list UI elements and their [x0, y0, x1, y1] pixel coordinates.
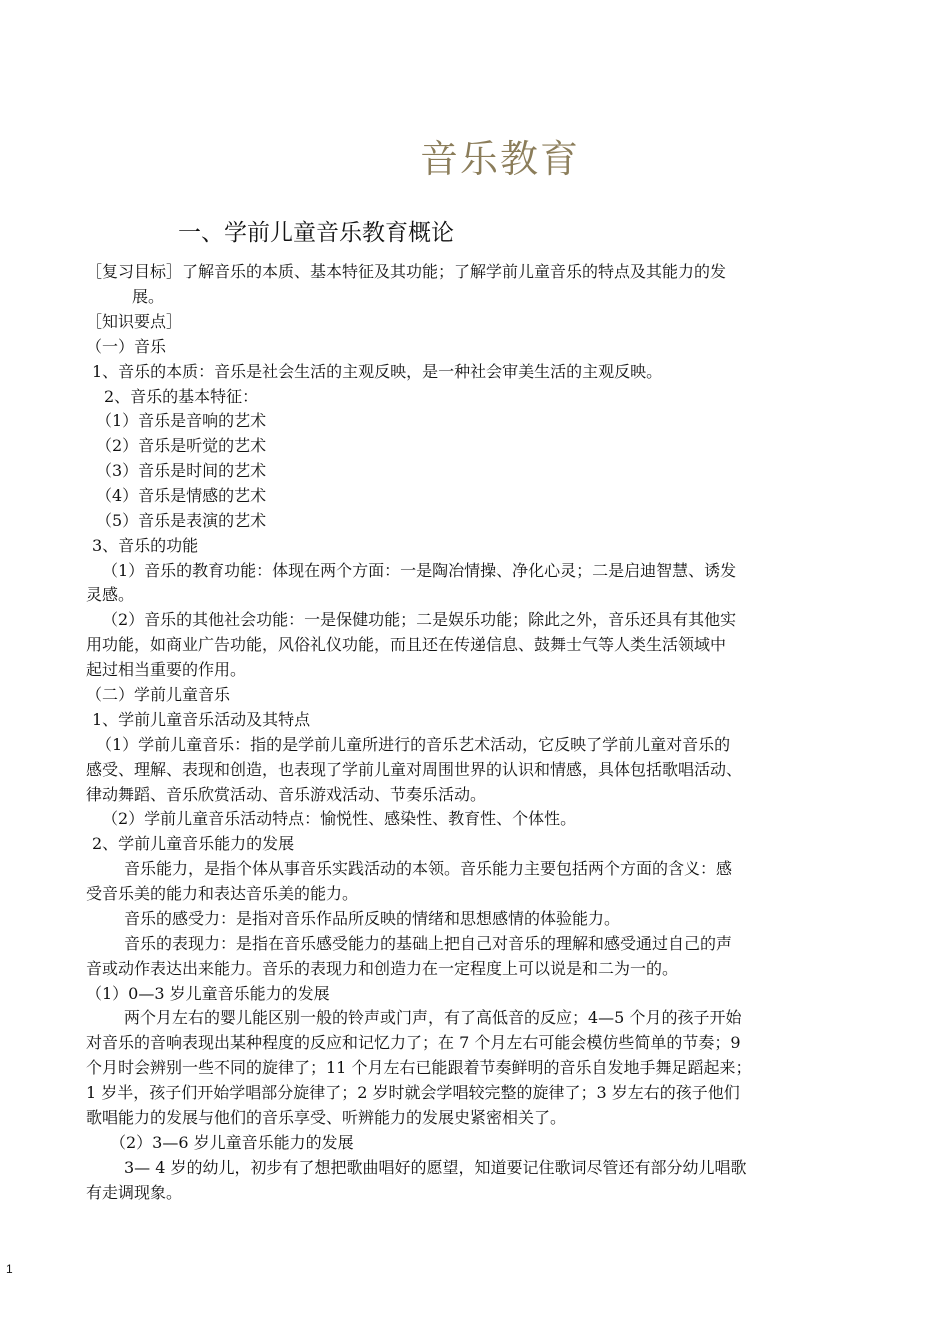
- text-line: 个月时会辨别一些不同的旋律了；11 个月左右已能跟着节奏鲜明的音乐自发地手舞足蹈起来；: [86, 1058, 752, 1077]
- text-line: 灵感。: [86, 585, 135, 604]
- text-line: 音乐能力，是指个体从事音乐实践活动的本领。音乐能力主要包括两个方面的含义：感: [124, 859, 733, 878]
- text-line: 对音乐的音响表现出某种程度的反应和记忆力了；在 7 个月左右可能会模仿些简单的节奏；9: [86, 1033, 741, 1052]
- text-line: 2、学前儿童音乐能力的发展: [92, 834, 295, 853]
- text-line: （5）音乐是表演的艺术: [96, 511, 267, 530]
- text-line: 律动舞蹈、音乐欣赏活动、音乐游戏活动、节奏乐活动。: [86, 785, 487, 804]
- text-line: （2）音乐是听觉的艺术: [96, 436, 267, 455]
- text-line: 2、音乐的基本特征：: [104, 387, 259, 406]
- text-line: 展。: [132, 287, 165, 306]
- text-line: 感受、理解、表现和创造，也表现了学前儿童对周围世界的认识和情感，具体包括歌唱活动、: [86, 760, 743, 779]
- text-line: 音或动作表达出来能力。音乐的表现力和创造力在一定程度上可以说是和二为一的。: [86, 959, 679, 978]
- text-line: 3、音乐的功能: [92, 536, 199, 555]
- text-line: 音乐的感受力：是指对音乐作品所反映的情绪和思想感情的体验能力。: [124, 909, 621, 928]
- text-line: 1 岁半，孩子们开始学唱部分旋律了；2 岁时就会学唱较完整的旋律了；3 岁左右的孩子他们: [86, 1083, 740, 1102]
- text-line: 有走调现象。: [86, 1183, 183, 1202]
- text-line: （1）0—3 岁儿童音乐能力的发展: [86, 984, 330, 1003]
- section-heading: 一、学前儿童音乐教育概论: [178, 220, 454, 246]
- text-line: 音乐的表现力：是指在音乐感受能力的基础上把自己对音乐的理解和感受通过自己的声: [124, 934, 733, 953]
- text-line: 歌唱能力的发展与他们的音乐享受、听辨能力的发展史紧密相关了。: [86, 1108, 567, 1127]
- text-line: 两个月左右的婴儿能区别一般的铃声或门声，有了高低音的反应；4—5 个月的孩子开始: [124, 1008, 742, 1027]
- text-line: 起过相当重要的作用。: [86, 660, 247, 679]
- text-line: 1、音乐的本质：音乐是社会生活的主观反映，是一种社会审美生活的主观反映。: [92, 362, 663, 381]
- text-line: ［复习目标］了解音乐的本质、基本特征及其功能；了解学前儿童音乐的特点及其能力的发: [86, 262, 727, 281]
- text-line: （3）音乐是时间的艺术: [96, 461, 267, 480]
- text-line: （一）音乐: [86, 337, 167, 356]
- page-number: 1: [6, 1262, 13, 1276]
- text-line: 1、学前儿童音乐活动及其特点: [92, 710, 311, 729]
- text-line: 受音乐美的能力和表达音乐美的能力。: [86, 884, 359, 903]
- document-title: 音乐教育: [419, 137, 580, 181]
- text-line: 3— 4 岁的幼儿，初步有了想把歌曲唱好的愿望，知道要记住歌词尽管还有部分幼儿唱歌: [124, 1158, 747, 1177]
- text-line: （4）音乐是情感的艺术: [96, 486, 267, 505]
- text-line: （2）3—6 岁儿童音乐能力的发展: [110, 1133, 354, 1152]
- text-line: ［知识要点］: [86, 312, 183, 331]
- text-line: （1）音乐的教育功能：体现在两个方面：一是陶冶情操、净化心灵；二是启迪智慧、诱发: [102, 561, 737, 580]
- text-line: （2）音乐的其他社会功能：一是保健功能；二是娱乐功能；除此之外，音乐还具有其他实: [102, 610, 737, 629]
- text-line: 用功能，如商业广告功能，风俗礼仪功能，而且还在传递信息、鼓舞士气等人类生活领域中: [86, 635, 727, 654]
- text-line: （1）音乐是音响的艺术: [96, 411, 267, 430]
- text-line: （二）学前儿童音乐: [86, 685, 231, 704]
- text-line: （2）学前儿童音乐活动特点：愉悦性、感染性、教育性、个体性。: [102, 809, 577, 828]
- text-line: （1）学前儿童音乐：指的是学前儿童所进行的音乐艺术活动，它反映了学前儿童对音乐的: [96, 735, 731, 754]
